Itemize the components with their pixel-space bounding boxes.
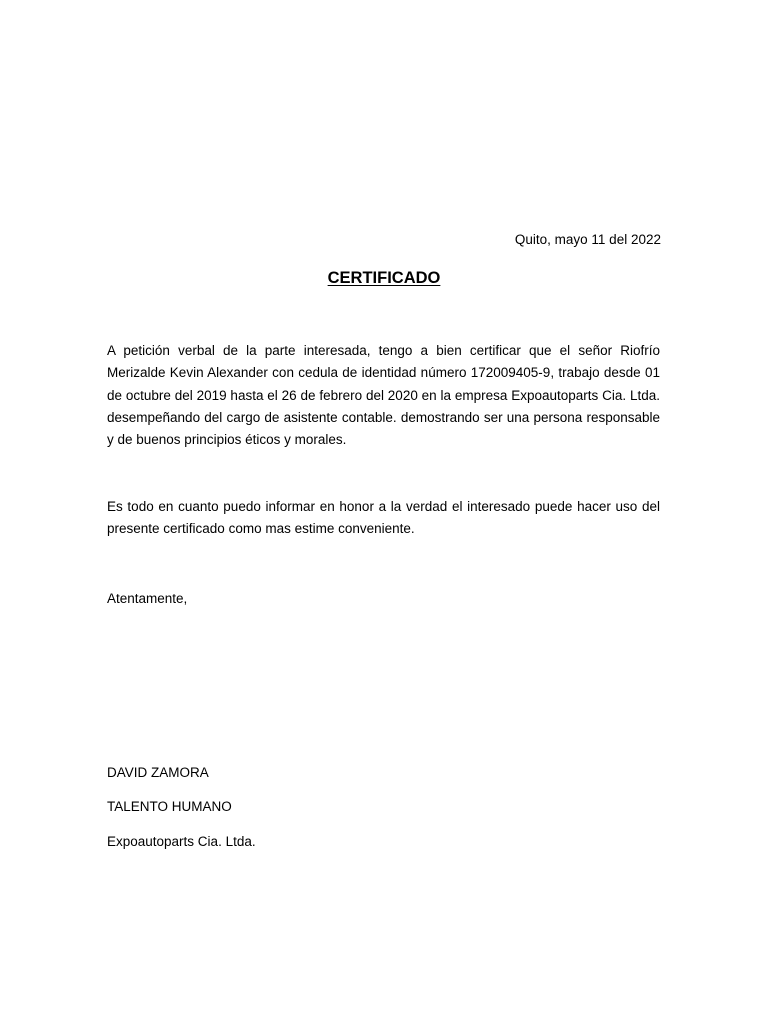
signatory-company: Expoautoparts Cia. Ltda. xyxy=(107,834,256,849)
signatory-name: DAVID ZAMORA xyxy=(107,765,209,780)
document-date: Quito, mayo 11 del 2022 xyxy=(514,232,661,247)
document-title: CERTIFICADO xyxy=(327,269,441,287)
certificate-body-paragraph: A petición verbal de la parte interesada, tengo a bien certificar que el señor Riofrío Merizalde Kevin Alexander con cedula de identidad número 172009405-9, trabajo desde 01 de octubre del 2019 hasta el 26 de febrero del 2020 en la empresa Expoautoparts Cia. Ltda. desempeñando del cargo de asistente contable. demostrando ser una persona responsable y de buenos principios éticos y morales. xyxy=(107,343,660,448)
closing-salutation: Atentamente, xyxy=(107,591,188,606)
signatory-department: TALENTO HUMANO xyxy=(107,799,232,814)
certificate-closing-paragraph: Es todo en cuanto puedo informar en honor a la verdad el interesado puede hacer uso del presente certificado como mas estime conveniente. xyxy=(107,499,660,537)
